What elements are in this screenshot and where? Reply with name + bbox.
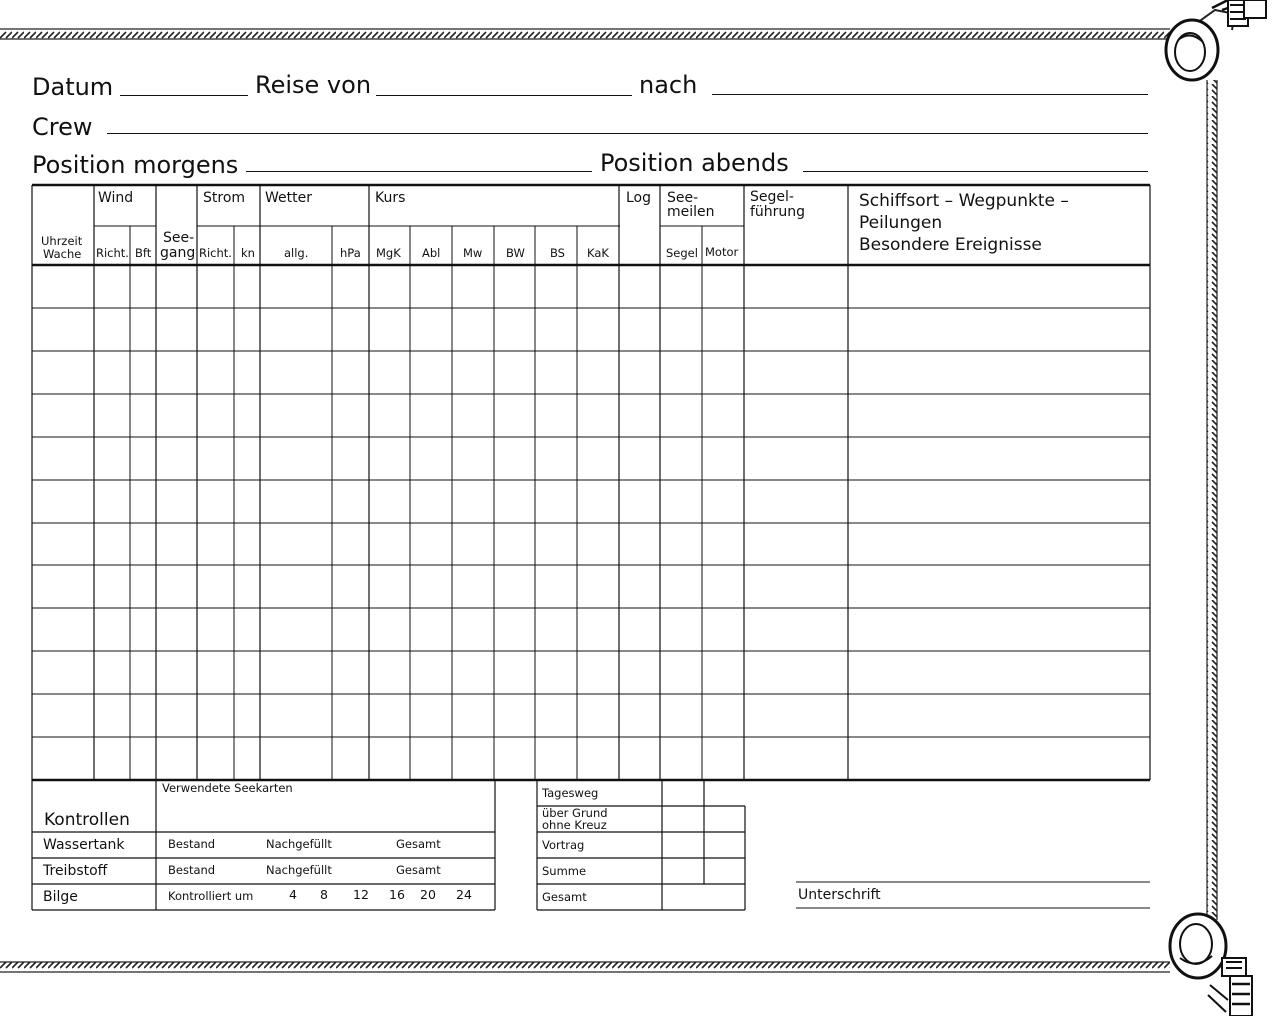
col-kurs-mgk: MgK <box>376 246 401 260</box>
position-abends-label: Position abends <box>600 149 789 177</box>
vortrag-label: Vortrag <box>542 838 585 852</box>
unterschrift-label: Unterschrift <box>798 887 881 903</box>
log-table-row[interactable] <box>33 438 1149 479</box>
col-schiffsort-1: Schiffsort – Wegpunkte – <box>859 191 1069 211</box>
col-schiffsort-2: Peilungen <box>859 213 943 233</box>
col-wind-bft: Bft <box>135 246 152 260</box>
col-seemeilen-motor: Motor <box>705 245 739 259</box>
summe-label: Summe <box>542 864 587 878</box>
hour-20: 20 <box>420 887 436 902</box>
log-table-row[interactable] <box>33 352 1149 393</box>
treibstoff-gesamt: Gesamt <box>396 863 441 877</box>
tagesweg-label: Tagesweg <box>542 786 599 800</box>
gesamt-label: Gesamt <box>542 890 587 904</box>
col-kurs-bs: BS <box>550 246 565 260</box>
treibstoff-nachgefuellt: Nachgefüllt <box>266 863 332 877</box>
col-seemeilen-2: meilen <box>667 204 715 220</box>
log-table-row[interactable] <box>33 652 1149 693</box>
treibstoff-bestand: Bestand <box>168 863 216 877</box>
crew-label: Crew <box>32 113 93 141</box>
verwendete-seekarten-label: Verwendete Seekarten <box>162 781 293 795</box>
col-wetter-hpa: hPa <box>340 246 361 260</box>
log-table-row[interactable] <box>33 609 1149 650</box>
col-uhrzeit: Uhrzeit <box>41 234 83 248</box>
col-kurs-abl: Abl <box>422 246 441 260</box>
col-wetter: Wetter <box>265 190 312 206</box>
col-schiffsort-3: Besondere Ereignisse <box>859 235 1042 255</box>
datum-label: Datum <box>32 73 114 101</box>
col-kurs: Kurs <box>375 190 406 206</box>
log-table-row[interactable] <box>33 266 1149 307</box>
col-strom-kn: kn <box>241 246 255 260</box>
hour-4: 4 <box>289 887 297 902</box>
log-table-row[interactable] <box>33 395 1149 436</box>
position-morgens-label: Position morgens <box>32 151 239 179</box>
col-segel-2: führung <box>750 204 806 220</box>
col-seemeilen-1: See- <box>667 190 699 206</box>
wassertank-label: Wassertank <box>43 837 125 853</box>
nach-label: nach <box>639 71 698 99</box>
col-kurs-mw: Mw <box>463 246 483 260</box>
ueber-grund-label-2: ohne Kreuz <box>542 818 607 832</box>
col-wind: Wind <box>98 190 134 206</box>
reise-von-label: Reise von <box>255 71 372 99</box>
col-kurs-bw: BW <box>506 246 525 260</box>
log-table-row[interactable] <box>33 481 1149 522</box>
col-seegang-1: See- <box>163 230 195 246</box>
col-seegang-2: gang <box>160 245 196 261</box>
log-table-row[interactable] <box>33 309 1149 350</box>
log-table-row[interactable] <box>33 566 1149 607</box>
treibstoff-label: Treibstoff <box>43 863 108 879</box>
log-table-row[interactable] <box>33 738 1149 779</box>
col-strom: Strom <box>203 190 246 206</box>
wassertank-gesamt: Gesamt <box>396 837 441 851</box>
wassertank-nachgefuellt: Nachgefüllt <box>266 837 332 851</box>
hour-24: 24 <box>456 887 472 902</box>
kontrolliert-um-label: Kontrolliert um <box>168 889 254 903</box>
col-seemeilen-segel: Segel <box>666 246 698 260</box>
wassertank-bestand: Bestand <box>168 837 216 851</box>
col-wache: Wache <box>43 247 82 261</box>
hour-16: 16 <box>389 887 405 902</box>
log-table-row[interactable] <box>33 695 1149 736</box>
bilge-label: Bilge <box>43 889 78 905</box>
hour-12: 12 <box>353 887 369 902</box>
kontrollen-label: Kontrollen <box>44 810 130 830</box>
unterschrift-field[interactable] <box>796 860 1150 882</box>
col-log: Log <box>626 190 652 206</box>
col-kurs-kak: KaK <box>587 246 609 260</box>
col-strom-richt: Richt. <box>199 246 232 260</box>
hour-8: 8 <box>320 887 328 902</box>
col-wetter-allg: allg. <box>284 246 309 260</box>
log-table-row[interactable] <box>33 524 1149 565</box>
ueber-grund-label-1: über Grund <box>542 806 608 820</box>
col-segel-1: Segel- <box>750 189 794 205</box>
col-wind-richt: Richt. <box>96 246 129 260</box>
